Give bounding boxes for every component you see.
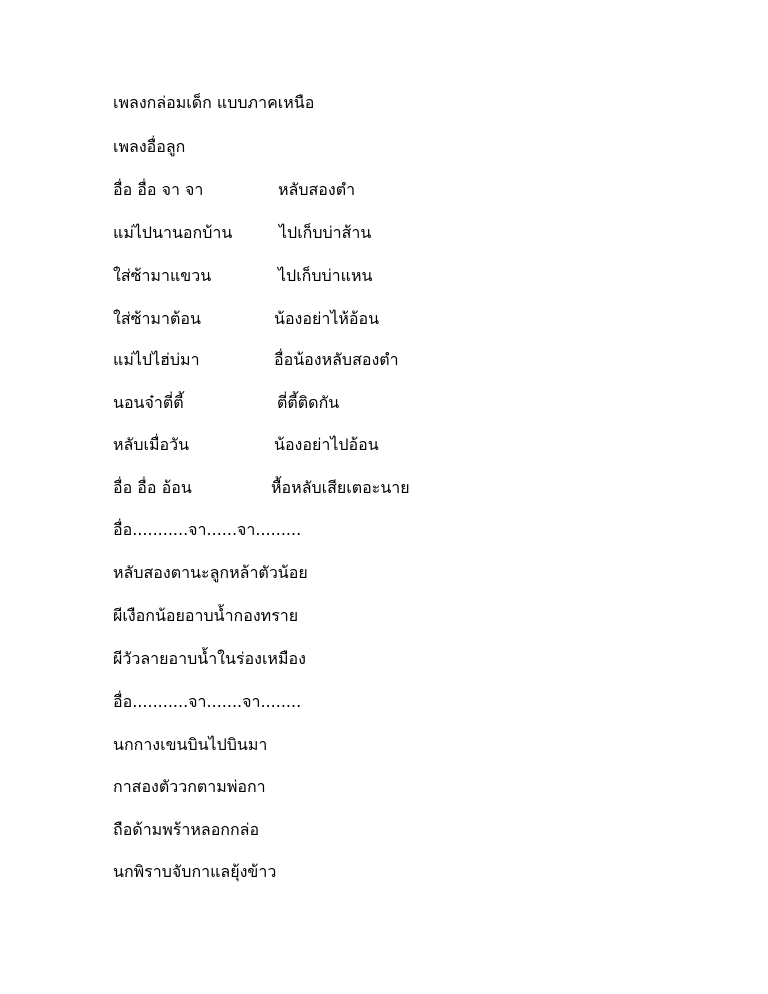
couplet-right: หลับสองตำ — [278, 180, 356, 199]
verse-line: ผีเงือกน้อยอาบน้ำกองทราย — [113, 606, 299, 625]
couplet-left: นอนจ๋าตี่ตี้ — [113, 393, 184, 412]
couplet-right: หื้อหลับเสียเตอะนาย — [271, 478, 410, 497]
couplet-left: ใส่ซ้ามาแขวน — [113, 266, 212, 285]
verse-line: นกกางเขนบินไปบินมา — [113, 735, 268, 754]
refrain-line: อื่อ...........จา......จา......... — [113, 520, 302, 539]
verse-line: ถือด้ามพร้าหลอกกล่อ — [113, 820, 260, 839]
couplet-left: แม่ไปนานอกบ้าน — [113, 223, 233, 242]
verse-line: ผีวัวลายอาบน้ำในร่องเหมือง — [113, 649, 306, 668]
couplet-right: ไปเก็บบ่าแหน — [278, 266, 373, 285]
couplet-right: น้องอย่าไห้อ้อน — [274, 309, 380, 328]
refrain-line: อื่อ...........จา.......จา........ — [113, 692, 302, 711]
couplet-right: อื่อน้องหลับสองตำ — [274, 350, 399, 369]
couplet-right: น้องอย่าไปอ้อน — [274, 435, 379, 454]
document-title: เพลงกล่อมเด็ก แบบภาคเหนือ — [113, 93, 315, 112]
couplet-right: ไปเก็บบ่าส้าน — [279, 223, 372, 242]
couplet-left: อื่อ อื่อ อ้อน — [113, 478, 192, 497]
verse-line: หลับสองตานะลูกหล้าตัวน้อย — [113, 563, 308, 582]
couplet-left: หลับเมื่อวัน — [113, 435, 190, 454]
couplet-right: ตี่ตี้ติดกัน — [277, 393, 340, 412]
couplet-left: ใส่ซ้ามาต้อน — [113, 309, 201, 328]
couplet-left: อื่อ อื่อ จา จา — [113, 180, 204, 199]
verse-line: กาสองตัววกตามพ่อกา — [113, 777, 266, 796]
song-title: เพลงอื่อลูก — [113, 137, 186, 156]
couplet-left: แม่ไปไฮ่บ่มา — [113, 350, 200, 369]
verse-line: นกพิราบจับกาแลยุ้งข้าว — [113, 862, 277, 881]
